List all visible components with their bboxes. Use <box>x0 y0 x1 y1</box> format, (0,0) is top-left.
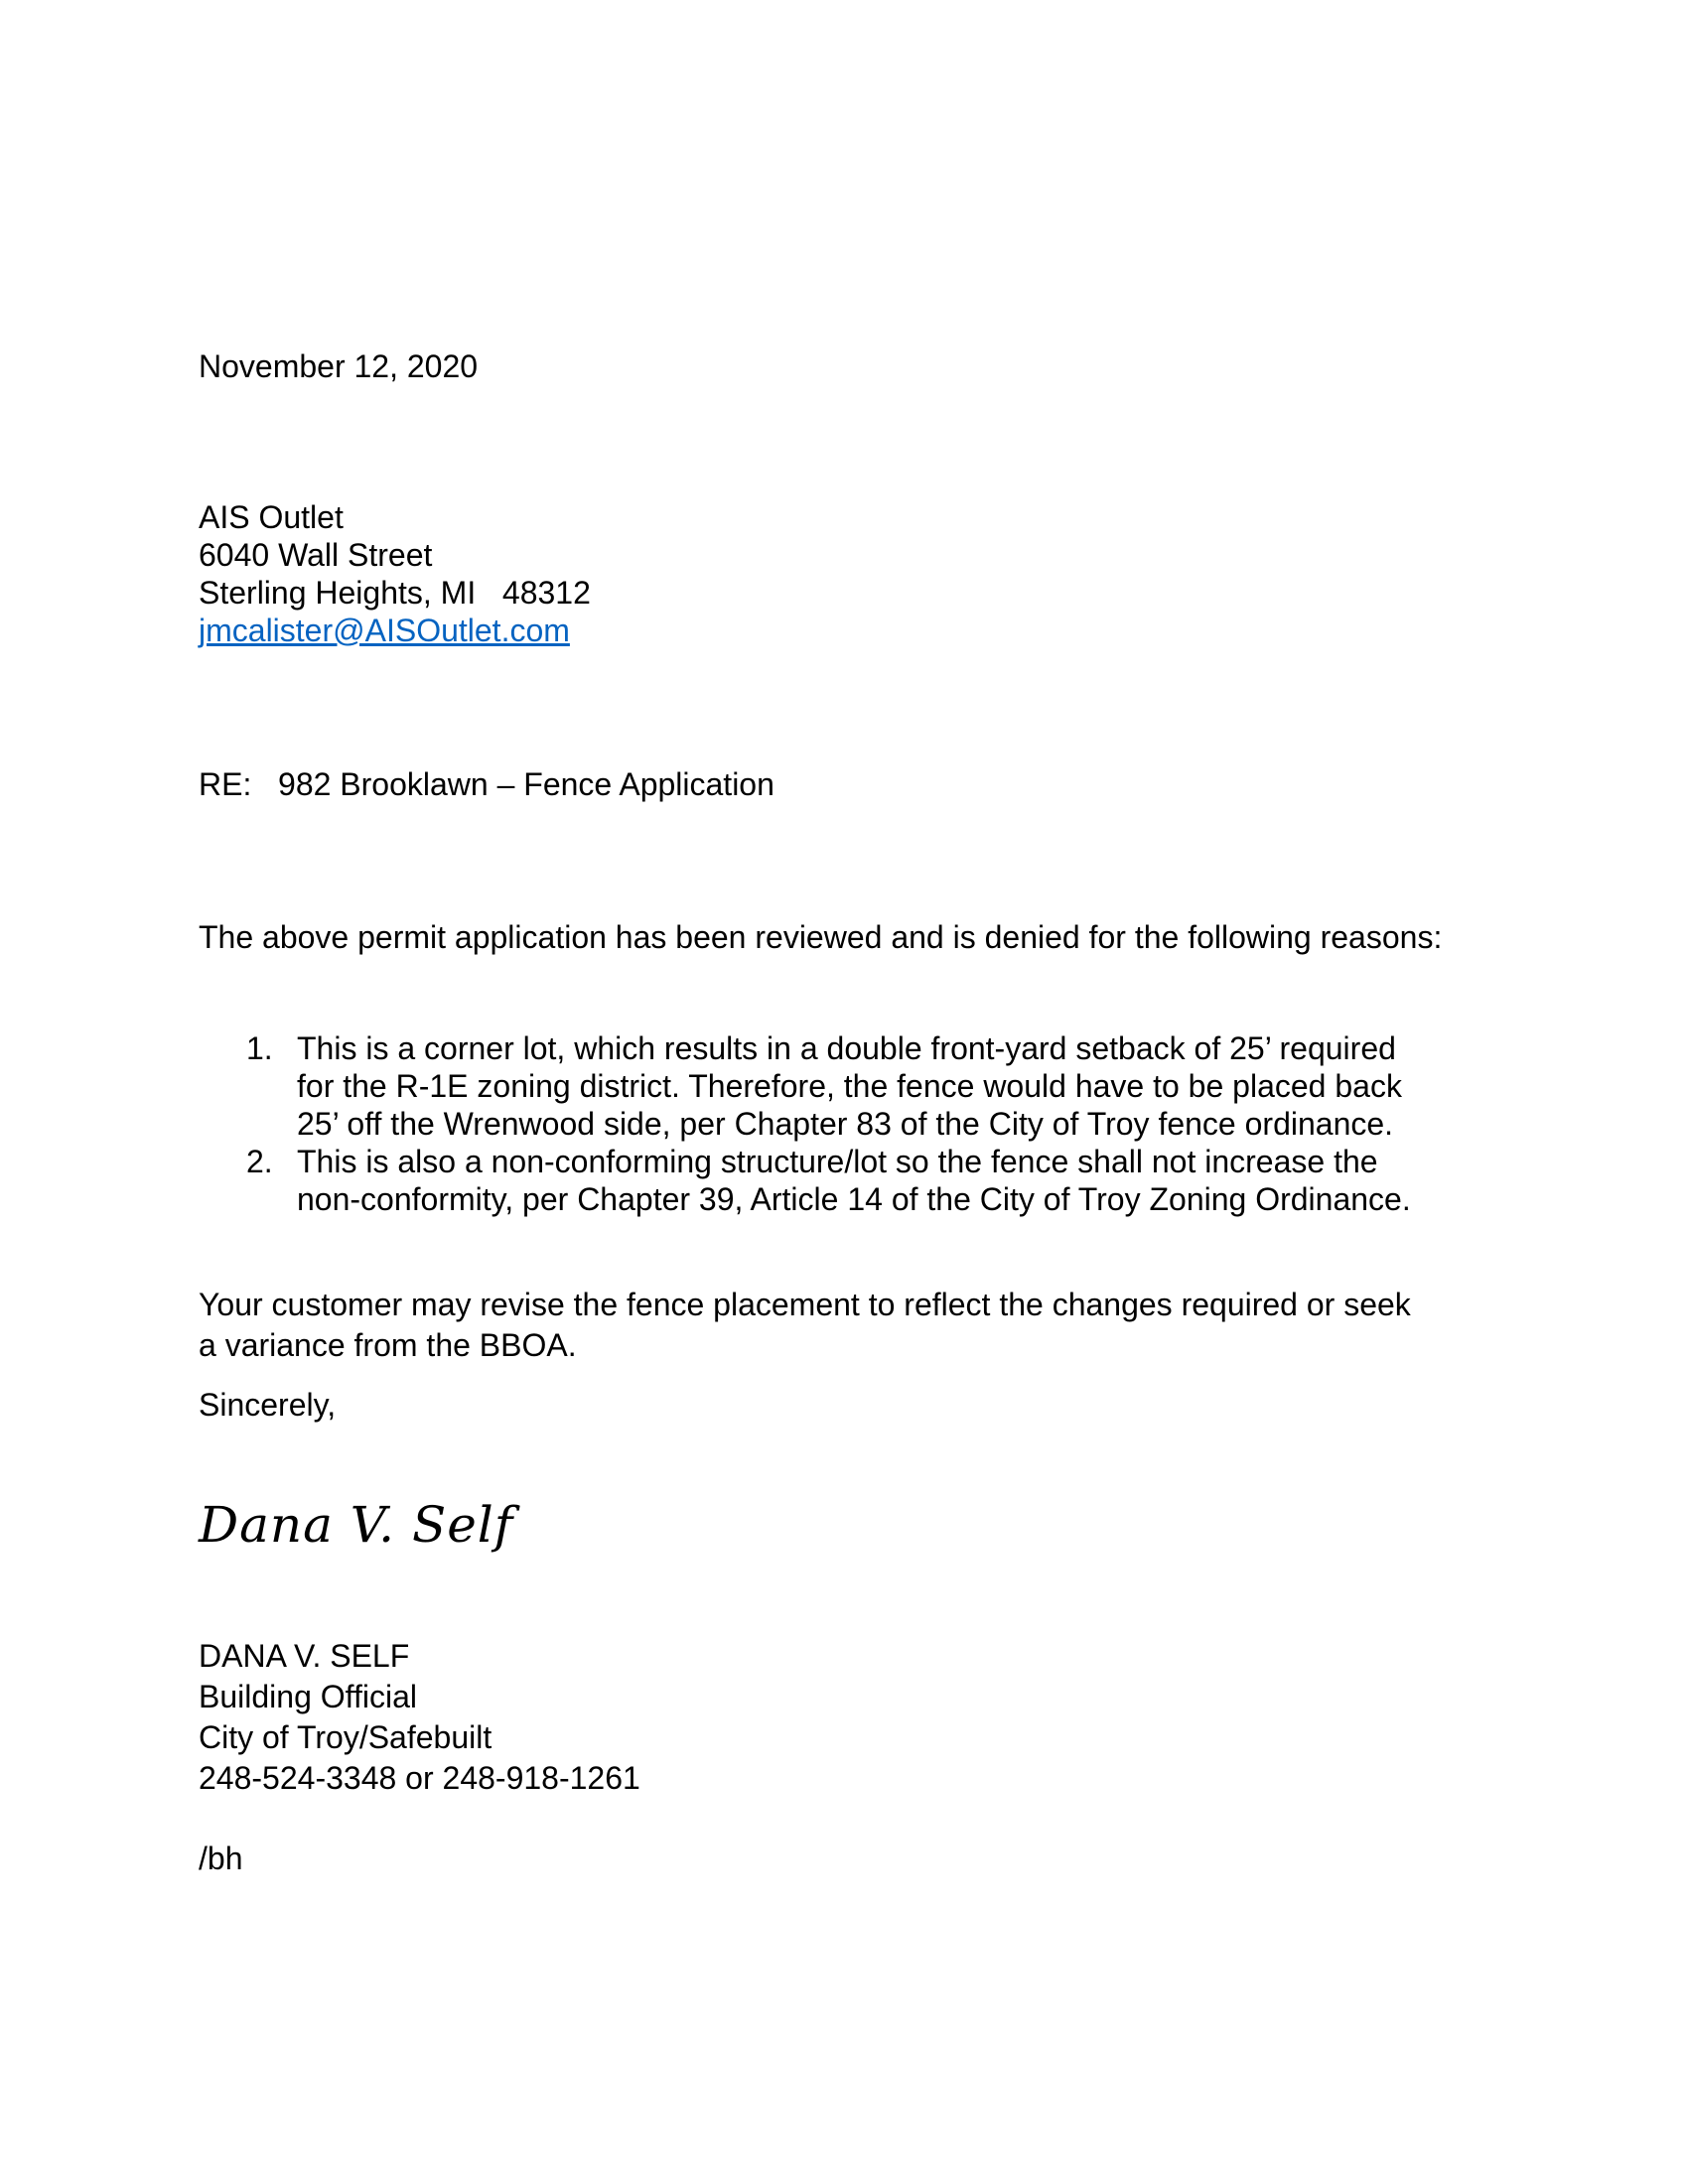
reason-line: for the R-1E zoning district. Therefore, the fence would have to be placed back <box>297 1068 1402 1104</box>
reason-line: This is also a non-conforming structure/lot so the fence shall not increase the <box>297 1144 1378 1179</box>
reason-item <box>199 1029 1489 1143</box>
letter-date <box>199 347 478 385</box>
recipient-name: AIS Outlet <box>199 499 344 535</box>
recipient-city-state-zip: Sterling Heights, MI 48312 <box>199 575 591 611</box>
salutation-text: Sincerely, <box>199 1387 337 1423</box>
sender-organization: City of Troy/Safebuilt <box>199 1719 492 1755</box>
typist-initials-text: /bh <box>199 1841 243 1876</box>
reasons-list <box>199 1029 1489 1218</box>
subject-line <box>199 765 774 803</box>
reason-number: 2. <box>246 1144 273 1179</box>
intro-paragraph: The above permit application has been reviewed and is denied for the following reasons: <box>199 919 1443 955</box>
recipient-street: 6040 Wall Street <box>199 537 433 573</box>
sender-block <box>199 1636 640 1799</box>
sender-title: Building Official <box>199 1679 417 1714</box>
handwritten-signature: Dana V. Self <box>199 1496 514 1554</box>
date-text: November 12, 2020 <box>199 348 479 384</box>
recipient-address <box>199 498 591 649</box>
closing-paragraph <box>199 1285 1411 1366</box>
reason-line: 25’ off the Wrenwood side, per Chapter 83 of the City of Troy fence ordinance. <box>297 1106 1394 1142</box>
closing-line: a variance from the BBOA. <box>199 1327 577 1363</box>
typist-initials <box>199 1840 242 1877</box>
reason-line: non-conformity, per Chapter 39, Article 14 of the City of Troy Zoning Ordinance. <box>297 1181 1411 1217</box>
reason-number: 1. <box>246 1030 273 1066</box>
salutation <box>199 1386 336 1424</box>
recipient-email-link[interactable]: jmcalister@AISOutlet.com <box>199 613 570 648</box>
sender-phone: 248-524-3348 or 248-918-1261 <box>199 1760 640 1796</box>
sender-name: DANA V. SELF <box>199 1638 410 1674</box>
closing-line: Your customer may revise the fence placement to reflect the changes required or seek <box>199 1287 1411 1322</box>
reason-line: This is a corner lot, which results in a double front-yard setback of 25’ required <box>297 1030 1396 1066</box>
reason-item <box>199 1143 1489 1218</box>
subject-text: RE: 982 Brooklawn – Fence Application <box>199 766 774 802</box>
